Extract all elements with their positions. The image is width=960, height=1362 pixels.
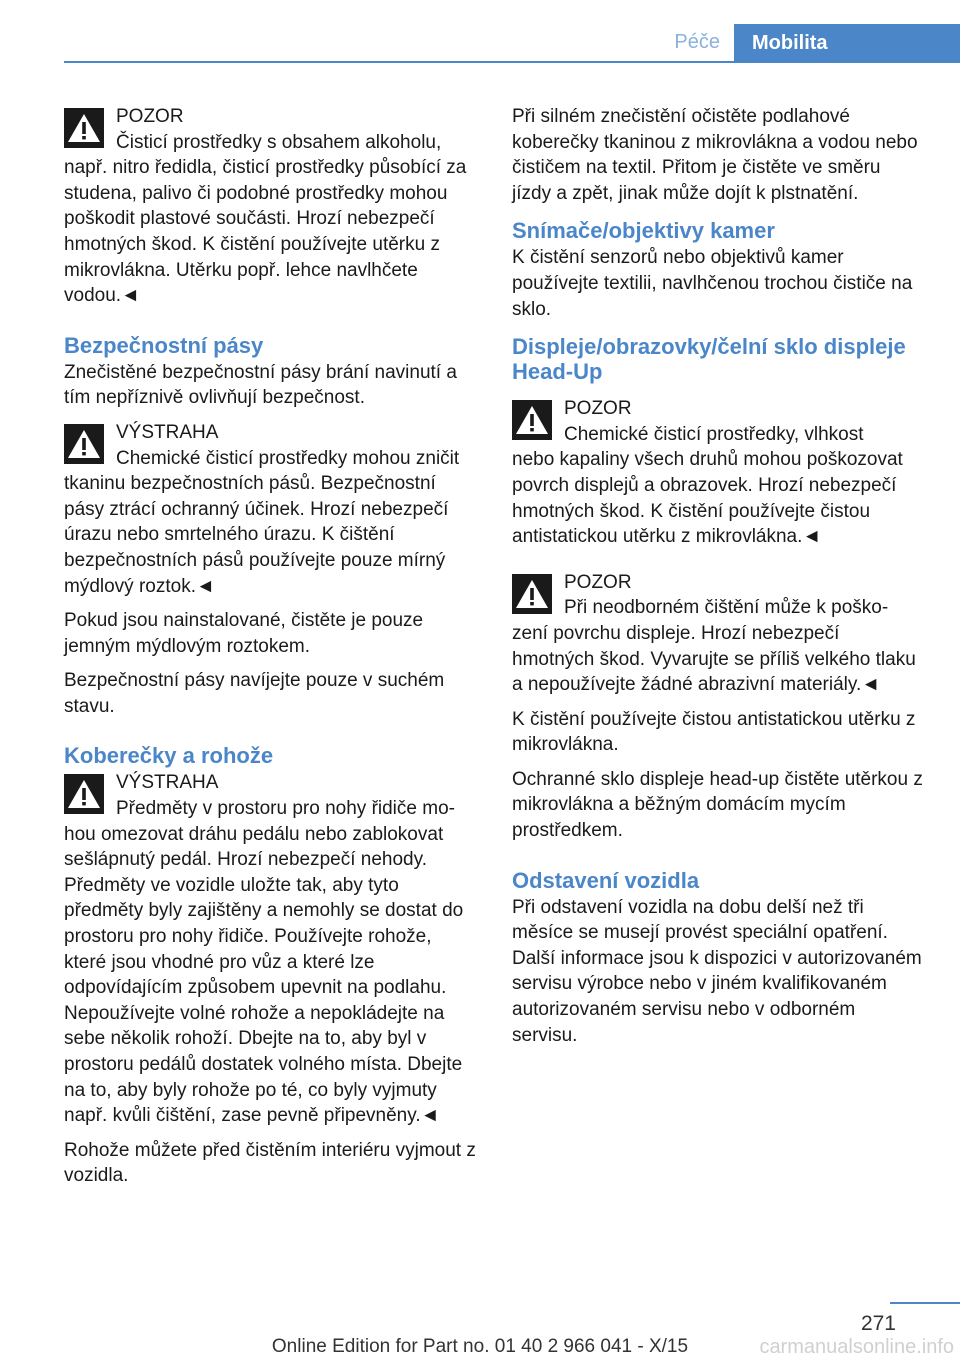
tab-pece[interactable]: Péče: [674, 31, 720, 53]
warning-title: POZOR: [564, 571, 632, 593]
warning-title: POZOR: [564, 398, 632, 420]
watermark: carmanualsonline.info: [759, 1336, 954, 1358]
paragraph: K čistění používejte čistou antistatickou utěrku z mikrovlákna.: [512, 708, 916, 756]
section-heading-parking: Odstavení vozidla: [512, 867, 700, 893]
warning-text-first-line: Čisticí prostředky s obsahem alkoholu,: [116, 131, 442, 153]
page-header: [0, 24, 960, 62]
warning-text: zení povrchu displeje. Hrozí nebezpečí hmotných škod. Vyvarujte se příliš velkého tlaku a nepoužívejte žádné abrazivní materiály.◄: [512, 622, 916, 696]
section-heading-displays: Displeje/obrazovky/čelní sklo displeje Head-Up: [512, 334, 906, 385]
paragraph: K čistění senzorů nebo objektivů kamer používejte textilii, navlhčenou trochou čističe na sklo.: [512, 247, 913, 320]
paragraph: Rohože můžete před čistěním interiéru vyjmout z vozidla.: [64, 1139, 476, 1187]
warning-triangle-icon: [64, 774, 104, 814]
section-heading-floor-mats: Koberečky a rohože: [64, 743, 274, 769]
warning-triangle-icon: [64, 424, 104, 464]
warning-text-first-line: Při neodborném čištění může k poško-: [564, 597, 889, 619]
warning-block: [512, 396, 924, 550]
warning-triangle-icon: [512, 574, 552, 614]
warning-title: VÝSTRAHA: [116, 772, 219, 794]
warning-text-first-line: Předměty v prostoru pro nohy řidiče mo-: [116, 798, 455, 820]
paragraph: Ochranné sklo displeje head-up čistěte utěrkou z mikrovlákna a běžným domácím mycím prostředkem.: [512, 768, 923, 842]
footer-rule: [890, 1302, 960, 1304]
right-column: [512, 104, 924, 1057]
warning-block: [64, 420, 478, 599]
page-number: 271: [860, 1312, 896, 1335]
left-column: [64, 104, 478, 1198]
warning-title: VÝSTRAHA: [116, 421, 219, 443]
warning-title: POZOR: [116, 106, 184, 127]
warning-text: nebo kapaliny všech druhů mohou poškozovat povrch displejů a obrazovek. Hrozí nebezpečí hmotných škod. K čistění používejte čistou antistatickou utěrku z mikrovlákna.◄: [512, 449, 903, 548]
warning-text: tkaninu bezpečnostních pásů. Bezpečnostní pásy ztrácí ochranný účinek. Hrozí nebezpečí úrazu nebo smrtelného úrazu. K čištění bezpečnostních pásů používejte pouze mírný mýdlový roztok.◄: [64, 473, 449, 597]
paragraph: Při silném znečistění očistěte podlahové koberečky tkaninou z mikrovlákna a vodou nebo čističem na textil. Přitom je čistěte ve směru jízdy a zpět, jinak může dojít k plstnatění.: [512, 106, 918, 204]
warning-text-first-line: Chemické čisticí prostředky mohou zničit: [116, 447, 460, 469]
warning-triangle-icon: [512, 400, 552, 440]
paragraph: Znečistěné bezpečnostní pásy brání navinutí a tím nepříznivě ovlivňují bezpečnost.: [64, 361, 457, 409]
warning-block: [64, 104, 478, 309]
section-heading-cameras: Snímače/objektivy kamer: [512, 218, 775, 244]
paragraph: Bezpečnostní pásy navíjejte pouze v suchém stavu.: [64, 670, 445, 717]
section-heading-seatbelts: Bezpečnostní pásy: [64, 332, 264, 358]
warning-block: [64, 770, 478, 1128]
paragraph: Pokud jsou nainstalované, čistěte je pouze jemným mýdlovým roztokem.: [64, 610, 424, 657]
warning-block: [512, 570, 924, 698]
warning-triangle-icon: [64, 108, 104, 148]
edition-footer: Online Edition for Part no. 01 40 2 966 041 - X/15: [271, 1336, 689, 1357]
paragraph: Při odstavení vozidla na dobu delší než tři měsíce se musejí provést speciální opatření. Další informace jsou k dispozici v autorizovaném servisu výrobce nebo v jiném kvalifikovaném autorizovaném servisu nebo v odborném servisu.: [512, 896, 922, 1046]
warning-text-first-line: Chemické čisticí prostředky, vlhkost: [564, 423, 864, 445]
warning-text: hou omezovat dráhu pedálu nebo zablokovat sešlápnutý pedál. Hrozí nebezpečí nehody. Předměty ve vozidle uložte tak, aby tyto předměty byly zajištěny a nemohly se dostat do prostoru pro nohy řidiče. Používejte rohože, které jsou vhodné pro vůz a které lze odpovídajícím způsobem upevnit na podlahu. Nepoužívejte volné rohože a nepokládejte na sebe několik rohoží. Dbejte na to, aby byl v prostoru pedálů dostatek volného místa. Dbejte na to, aby byly rohože po té, co byly vyjmuty např. kvůli čištění, zase pevně připevněny.◄: [64, 823, 464, 1127]
header-rule: [64, 61, 960, 63]
tab-mobilita[interactable]: Mobilita: [734, 24, 960, 63]
warning-text: např. nitro ředidla, čisticí prostředky působící za studena, palivo či podobné prostředky mohou poškodit plastové součásti. Hrozí nebezpečí hmotných škod. K čistění používejte utěrku z mikrovlákna. Utěrku popř. lehce navlhčete vodou.◄: [64, 157, 467, 307]
